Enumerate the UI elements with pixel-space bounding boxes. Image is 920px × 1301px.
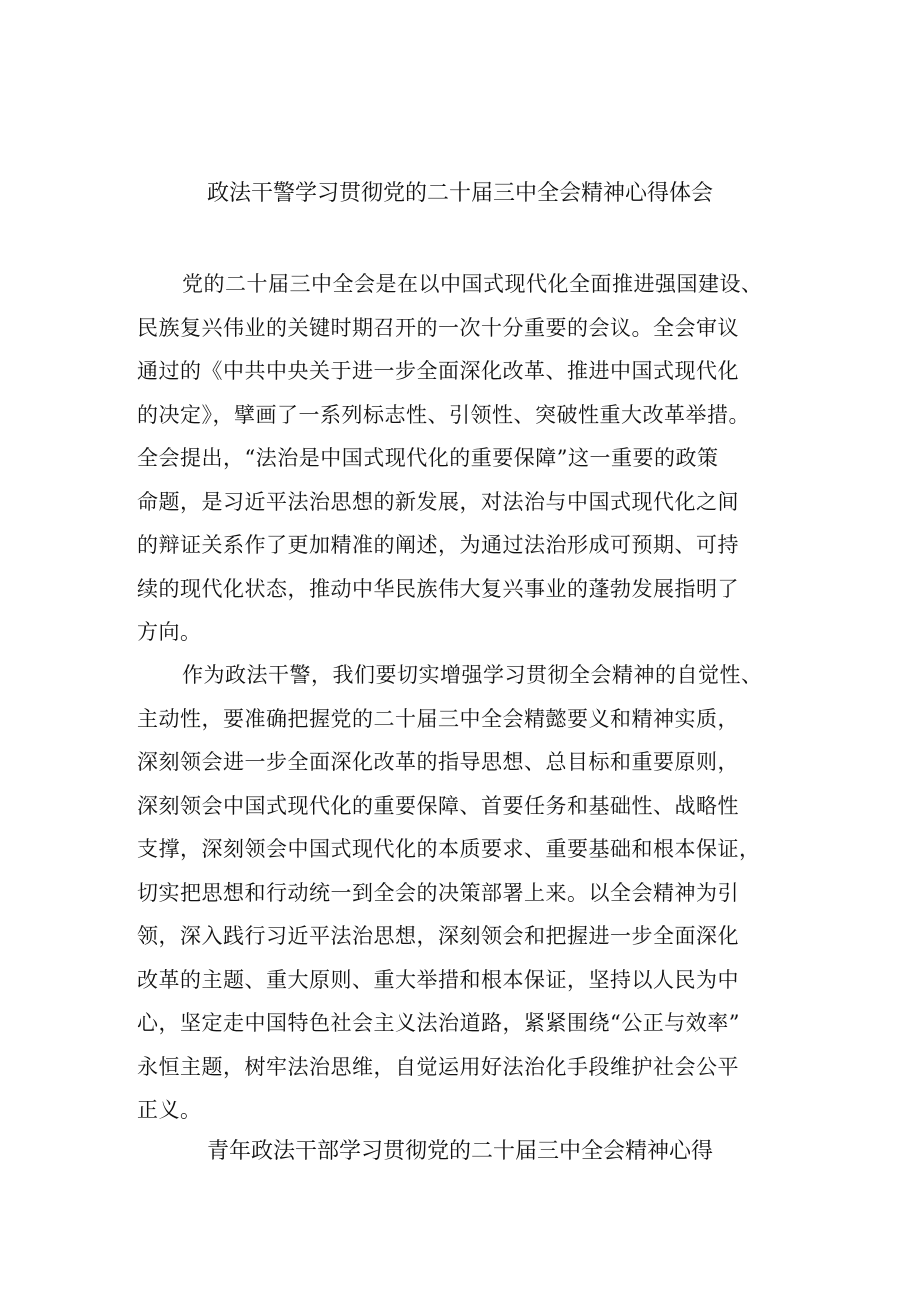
paragraph-line: 深刻领会中国式现代化的重要保障、首要任务和基础性、战略性 (137, 793, 739, 818)
paragraph-line: 续的现代化状态，推动中华民族伟大复兴事业的蓬勃发展指明了 (137, 576, 739, 601)
paragraph-line: 正义。 (137, 1098, 202, 1122)
paragraph-line: 的决定》，擘画了一系列标志性、引领性、突破性重大改革举措。 (137, 402, 750, 427)
paragraph-line: 命题，是习近平法治思想的新发展，对法治与中国式现代化之间 (137, 489, 739, 514)
paragraph-line: 领，深入践行习近平法治思想，深刻领会和把握进一步全面深化 (137, 924, 739, 948)
paragraph-line: 主动性，要准确把握党的二十届三中全会精懿要义和精神实质， (137, 706, 739, 731)
paragraph-line: 的辩证关系作了更加精准的阐述，为通过法治形成可预期、可持 (137, 533, 739, 557)
paragraph-line: 支撑，深刻领会中国式现代化的本质要求、重要基础和根本保证， (137, 837, 761, 861)
paragraph-line: 方向。 (137, 620, 202, 644)
paragraph-line: 作为政法干警，我们要切实增强学习贯彻全会精神的自觉性、 (182, 663, 763, 687)
paragraph-line: 民族复兴伟业的关键时期召开的一次十分重要的会议。全会审议 (137, 315, 739, 340)
paragraph-line: 党的二十届三中全会是在以中国式现代化全面推进强国建设、 (182, 272, 763, 296)
paragraph-line: 心，坚定走中国特色社会主义法治道路，紧紧围绕“公正与效率” (137, 1011, 740, 1035)
paragraph-line: 深刻领会进一步全面深化改革的指导思想、总目标和重要原则， (137, 750, 739, 774)
paragraph-line: 永恒主题，树牢法治思维，自觉运用好法治化手段维护社会公平 (137, 1054, 739, 1079)
paragraph-2 (137, 654, 797, 1133)
paragraph-line: 切实把思想和行动统一到全会的决策部署上来。以全会精神为引 (137, 880, 739, 905)
document-title: 政法干警学习贯彻党的二十届三中全会精神心得体会 (206, 181, 713, 206)
paragraph-1 (137, 263, 797, 655)
paragraph-line: 改革的主题、重大原则、重大举措和根本保证，坚持以人民为中 (137, 967, 739, 992)
paragraph-line: 通过的《中共中央关于进一步全面深化改革、推进中国式现代化 (137, 359, 739, 383)
paragraph-line: 全会提出，“法治是中国式现代化的重要保障”这一重要的政策 (137, 446, 719, 470)
next-section-title: 青年政法干部学习贯彻党的二十届三中全会精神心得 (206, 1139, 713, 1164)
